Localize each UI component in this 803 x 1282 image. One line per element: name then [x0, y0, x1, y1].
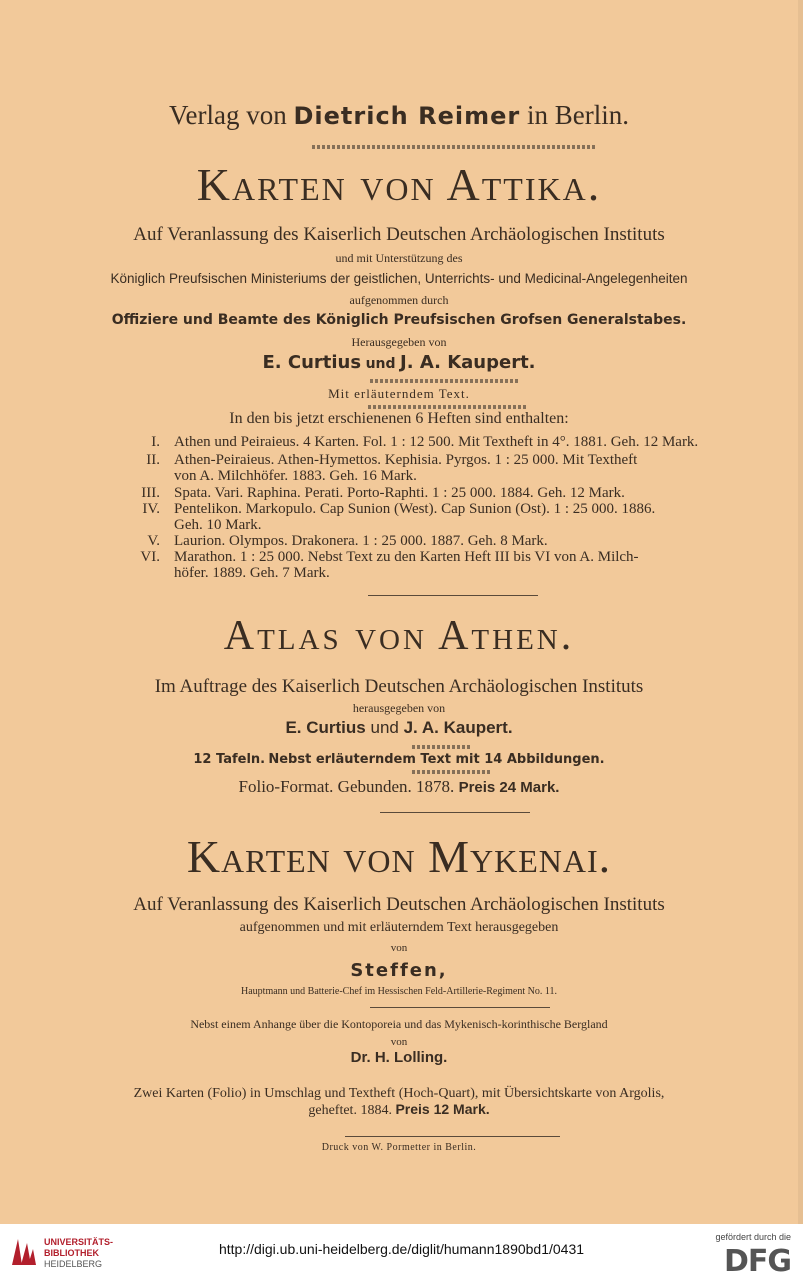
attika-line6: Herausgegeben von — [351, 335, 447, 349]
item-text: Spata. Vari. Raphina. Perati. Porto-Raphti. 1 : 25 000. 1884. Geh. 12 Mark. — [174, 485, 625, 501]
item-text: Athen-Peiraieus. Athen-Hymettos. Kephisia. Pyrgos. 1 : 25 000. Mit Textheft — [174, 452, 638, 468]
item-text-cont: Geh. 10 Mark. — [174, 517, 262, 533]
publisher-post: in Berlin. — [526, 100, 629, 130]
athen-tafeln-rest: Nebst erläuterndem Text mit 14 Abbildungen. — [268, 752, 605, 767]
ornament-wavy — [370, 379, 520, 383]
mykenai-desc2 — [0, 1101, 798, 1119]
athen-format — [0, 777, 798, 797]
publisher-line — [0, 100, 798, 131]
athen-line1: Im Auftrage des Kaiserlich Deutschen Archäologischen Instituts — [154, 676, 644, 697]
item-text: Pentelikon. Markopulo. Cap Sunion (West). Cap Sunion (Ost). 1 : 25 000. 1886. — [174, 501, 656, 517]
item-number: IV. — [142, 501, 160, 517]
mykenai-desc1: Zwei Karten (Folio) in Umschlag und Textheft (Hoch-Quart), mit Übersichtskarte von Argolis, — [133, 1086, 665, 1101]
athen-editors — [0, 718, 798, 738]
mykenai-author-role: Hauptmann und Batterie-Chef im Hessischen Feld-Artillerie-Regiment No. 11. — [241, 986, 557, 997]
item-number: VI. — [140, 549, 160, 565]
item-text-cont: höfer. 1889. Geh. 7 Mark. — [174, 565, 330, 581]
mykenai-appendix-author: Dr. H. Lolling. — [350, 1049, 448, 1066]
funding-note: gefördert durch die — [715, 1232, 791, 1242]
mykenai-desc2-text: geheftet. 1884. — [308, 1103, 392, 1118]
editor-curtius: E. Curtius — [262, 352, 362, 373]
library-line3: HEIDELBERG — [44, 1259, 103, 1269]
editor-und: und — [370, 718, 399, 737]
footer-bar — [0, 1224, 803, 1282]
publisher-name: Dietrich Reimer — [293, 102, 521, 130]
divider — [370, 1007, 550, 1008]
mykenai-line3: von — [390, 942, 408, 954]
section-divider — [368, 595, 538, 596]
item-number: I. — [151, 434, 160, 450]
mykenai-price: Preis 12 Mark. — [395, 1101, 490, 1117]
paper-edge — [798, 0, 803, 1224]
library-line2: BIBLIOTHEK — [44, 1248, 99, 1258]
item-text-cont: von A. Milchhöfer. 1883. Geh. 16 Mark. — [174, 468, 417, 484]
athen-tafeln-count: 12 Tafeln. — [193, 752, 266, 767]
mykenai-author: Steffen, — [350, 960, 448, 981]
athen-price: Preis 24 Mark. — [458, 779, 560, 796]
editor-und: und — [365, 356, 396, 372]
item-number: V. — [147, 533, 160, 549]
attika-title: Karten von Attika. — [196, 159, 602, 210]
athen-tafeln — [0, 751, 798, 767]
athen-title: Atlas von Athen. — [223, 613, 575, 659]
item-number: II. — [146, 452, 160, 468]
editor-kaupert: J. A. Kaupert. — [403, 718, 513, 737]
editor-kaupert: J. A. Kaupert. — [400, 352, 536, 373]
editor-curtius: E. Curtius — [285, 718, 366, 737]
attika-line2: und mit Unterstützung des — [335, 251, 463, 265]
athen-line2: herausgegeben von — [352, 701, 446, 715]
attika-line4: aufgenommen durch — [349, 293, 449, 307]
publisher-pre: Verlag von — [169, 100, 287, 130]
item-number: III. — [141, 485, 160, 501]
athen-format-text: Folio-Format. Gebunden. 1878. — [238, 777, 455, 796]
mykenai-appendix: Nebst einem Anhange über die Kontoporeia und das Mykenisch-korinthische Bergland — [190, 1017, 608, 1031]
section-divider — [380, 812, 530, 813]
mykenai-line1: Auf Veranlassung des Kaiserlich Deutschen Archäologischen Instituts — [133, 894, 665, 915]
mykenai-line2: aufgenommen und mit erläuterndem Text herausgegeben — [239, 920, 559, 935]
attika-editors — [0, 352, 798, 373]
attika-line5: Offiziere und Beamte des Königlich Preufsischen Grofsen Generalstabes. — [111, 312, 687, 328]
item-text: Athen und Peiraieus. 4 Karten. Fol. 1 : 12 500. Mit Textheft in 4°. 1881. Geh. 12 Mark. — [174, 434, 699, 450]
attika-text-note: Mit erläuterndem Text. — [328, 386, 470, 401]
attika-line3: Königlich Preufsischen Ministeriums der geistlichen, Unterrichts- und Medicinal-Angelegenheiten — [110, 271, 688, 286]
printer-divider — [345, 1136, 560, 1137]
ornament-wavy — [368, 405, 526, 409]
item-text: Marathon. 1 : 25 000. Nebst Text zu den Karten Heft III bis VI von A. Milch- — [174, 549, 639, 565]
mykenai-appendix-von: von — [390, 1036, 408, 1048]
mykenai-title: Karten von Mykenai. — [186, 831, 612, 882]
ornament-wavy — [412, 745, 472, 749]
ornament-wavy — [412, 770, 492, 774]
source-url-link[interactable]: http://digi.ub.uni-heidelberg.de/diglit/humann1890bd1/0431 — [218, 1241, 585, 1257]
item-text: Laurion. Olympos. Drakonera. 1 : 25 000. 1887. Geh. 8 Mark. — [174, 533, 548, 549]
library-line1: UNIVERSITÄTS- — [44, 1237, 114, 1247]
printer-line: Druck von W. Pormetter in Berlin. — [321, 1142, 477, 1153]
attika-line1: Auf Veranlassung des Kaiserlich Deutschen Archäologischen Instituts — [133, 224, 665, 245]
dfg-logo: DFG — [723, 1244, 791, 1279]
header-ornament — [312, 145, 597, 149]
attika-intro: In den bis jetzt erschienenen 6 Heften sind enthalten: — [229, 410, 569, 427]
